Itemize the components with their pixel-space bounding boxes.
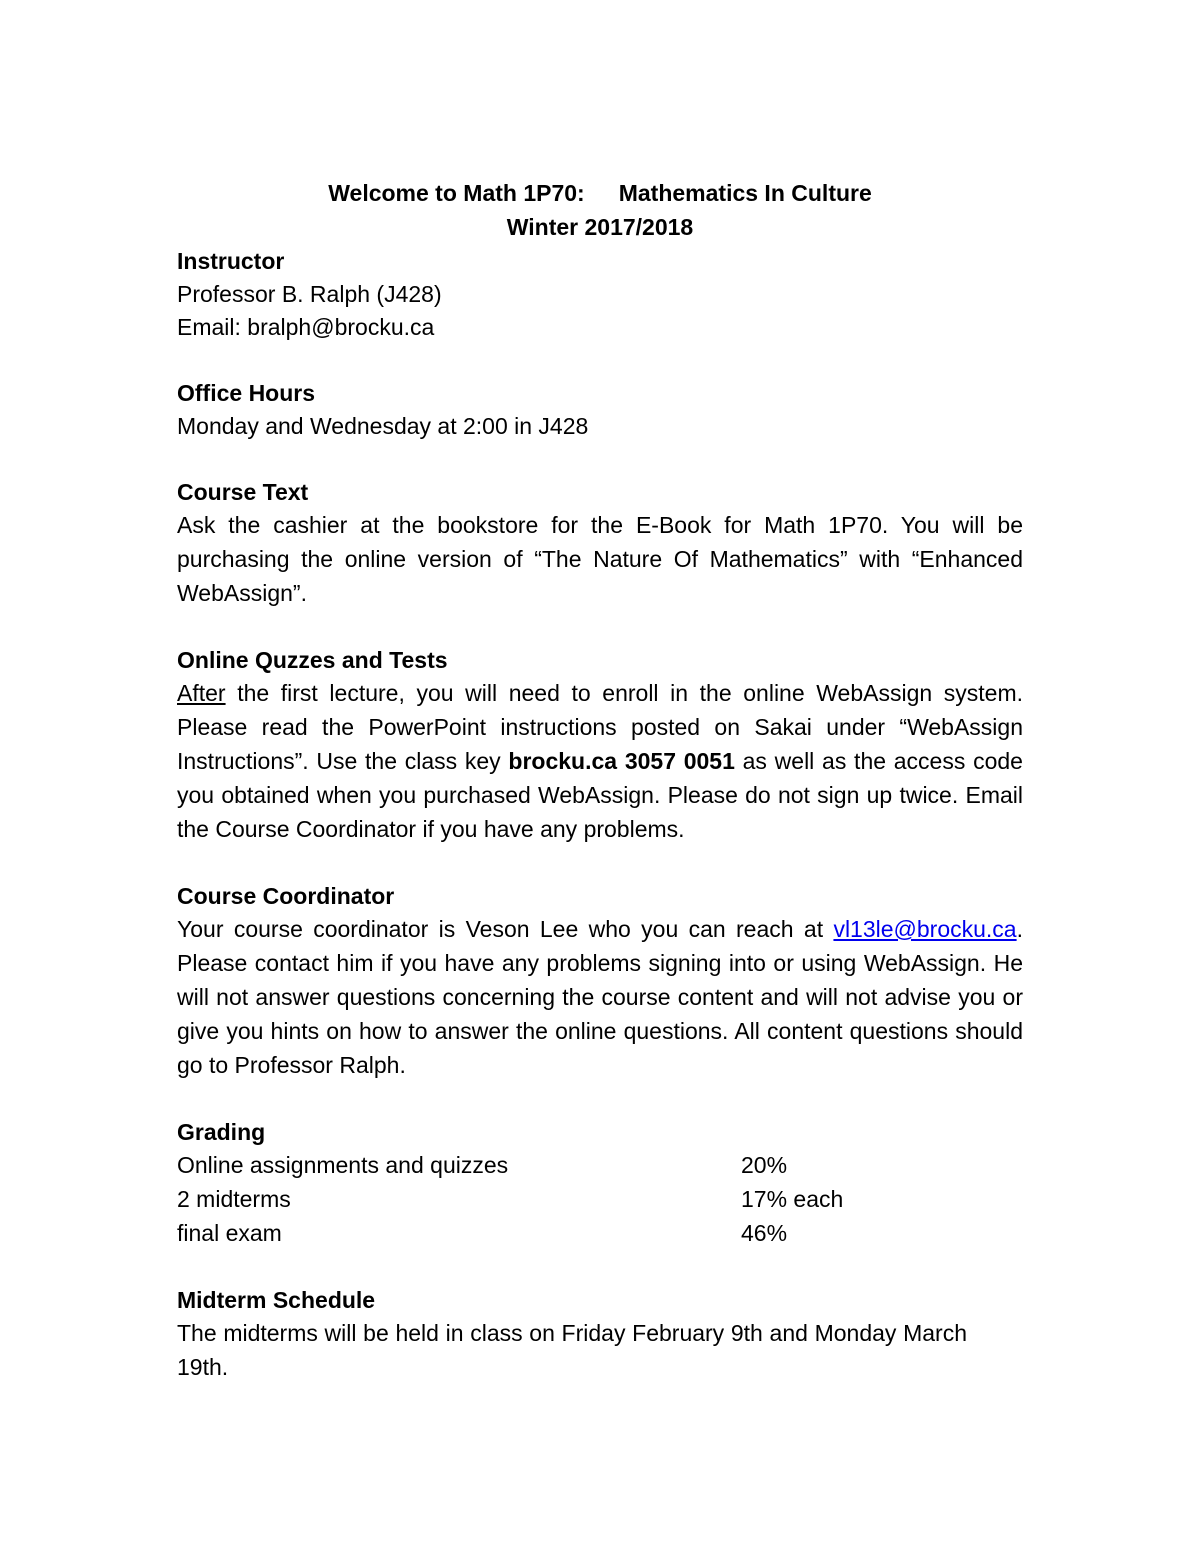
document-title xyxy=(177,176,1023,244)
class-key: brocku.ca 3057 0051 xyxy=(508,748,735,774)
title-term: Winter 2017/2018 xyxy=(506,214,694,240)
office-hours-section xyxy=(177,376,1023,442)
document-content xyxy=(177,176,1023,1417)
grade-row xyxy=(177,1182,1023,1216)
instructor-name: Professor B. Ralph (J428) xyxy=(177,281,442,307)
online-text-1: the first lecture, you will need to enroll in the online WebAssign system. Please read the PowerPoint instructions posted on Sakai under “WebAssign Instructions”. Use the class key xyxy=(177,680,1023,774)
coordinator-section xyxy=(177,879,1023,1082)
grade-item: 2 midterms xyxy=(177,1186,291,1212)
grade-weight: 17% each xyxy=(741,1186,844,1212)
online-text-2: as well as the access code you obtained when you purchased WebAssign. Please do not sign up twice. Email the Course Coordinator if you have any problems. xyxy=(177,748,1023,842)
title-line-1 xyxy=(177,176,1023,210)
course-text-heading: Course Text xyxy=(177,479,309,505)
title-course: Welcome to Math 1P70: xyxy=(328,180,585,206)
coordinator-text-2: . Please contact him if you have any problems signing into or using WebAssign. He will not answer questions concerning the course content and will not advise you or give you hints on how to answer the online questions. All content questions should go to Professor Ralph. xyxy=(177,916,1023,1078)
instructor-email: Email: bralph@brocku.ca xyxy=(177,314,435,340)
course-text-section xyxy=(177,475,1023,610)
midterm-paragraph: The midterms will be held in class on Friday February 9th and Monday March 19th. xyxy=(177,1320,967,1380)
instructor-heading: Instructor xyxy=(177,248,285,274)
grade-weight: 46% xyxy=(741,1220,788,1246)
online-section xyxy=(177,643,1023,846)
instructor-section xyxy=(177,244,1023,343)
grading-section xyxy=(177,1115,1023,1250)
online-heading: Online Quzzes and Tests xyxy=(177,647,448,673)
midterm-heading: Midterm Schedule xyxy=(177,1287,376,1313)
office-hours-text: Monday and Wednesday at 2:00 in J428 xyxy=(177,413,589,439)
grade-weight: 20% xyxy=(741,1152,788,1178)
grade-item: final exam xyxy=(177,1220,282,1246)
coordinator-paragraph xyxy=(177,912,1023,1082)
coordinator-text-1: Your course coordinator is Veson Lee who you can reach at xyxy=(177,916,834,942)
coordinator-heading: Course Coordinator xyxy=(177,883,395,909)
grade-item: Online assignments and quizzes xyxy=(177,1152,509,1178)
title-subject: Mathematics In Culture xyxy=(618,180,872,206)
grading-heading: Grading xyxy=(177,1119,266,1145)
grade-row xyxy=(177,1216,1023,1250)
grade-row xyxy=(177,1148,1023,1182)
office-hours-heading: Office Hours xyxy=(177,380,316,406)
coordinator-email-link[interactable]: vl13le@brocku.ca xyxy=(833,916,1017,942)
online-paragraph xyxy=(177,676,1023,846)
course-text-paragraph: Ask the cashier at the bookstore for the E-Book for Math 1P70. You will be purchasing the online version of “The Nature Of Mathematics” with “Enhanced WebAssign”. xyxy=(177,512,1023,606)
after-underlined: After xyxy=(177,680,226,706)
midterm-section xyxy=(177,1283,1023,1384)
